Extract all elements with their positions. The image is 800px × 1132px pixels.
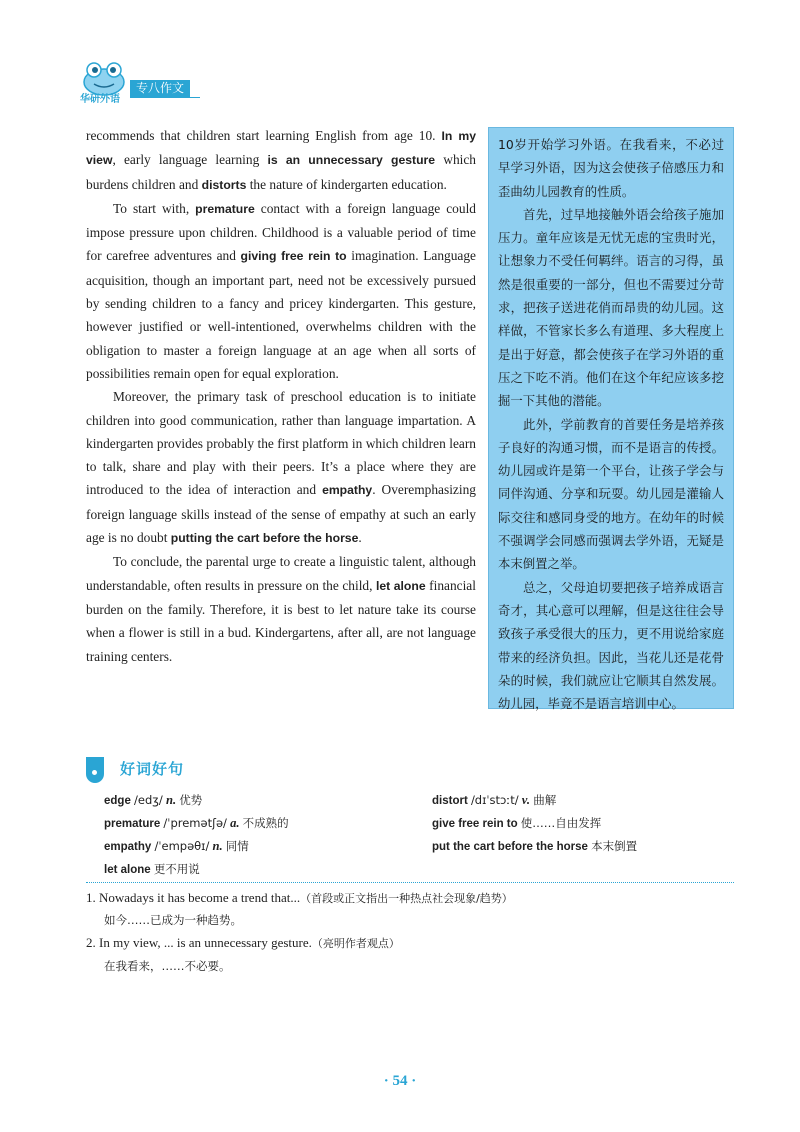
vocab-meaning: 本末倒置 — [591, 839, 638, 853]
section-tag: 专八作文 — [130, 80, 190, 97]
vocab-word: edge — [104, 795, 131, 807]
key-phrase: putting the cart before the horse — [170, 531, 359, 546]
vocab-meaning: 使……自由发挥 — [520, 816, 602, 830]
vocab-ipa: /ˈempəθɪ/ — [154, 839, 210, 853]
sentence-pattern-1 — [86, 890, 513, 906]
essay-paragraph-1 — [86, 124, 476, 197]
dotted-divider — [86, 882, 734, 883]
sentence-pattern-2 — [86, 935, 400, 951]
essay-text-run: . Overemphasizing foreign language skills instead of the sense of empathy at such an early age is no doubt — [86, 482, 476, 546]
vocab-meaning: 曲解 — [533, 793, 557, 807]
vocab-word: give free rein to — [432, 818, 518, 830]
translation-paragraph-4: 总之，父母迫切要把孩子培养成语言奇才，其心意可以理解，但是这往往会导致孩子承受很大的压力，更不用说给家庭带来的经济负担。因此，当花儿还是花骨朵的时候，我们就应让它顺其自然发展。幼儿园，毕竟不是语言培训中心。 — [498, 579, 724, 712]
sentence-cn-1: 如今……已成为一种趋势。 — [104, 913, 242, 927]
vocab-pos: a. — [230, 816, 240, 830]
essay-paragraph-2 — [86, 197, 476, 385]
vocab-word: let alone — [104, 864, 151, 876]
vocab-meaning: 不成熟的 — [242, 816, 289, 830]
key-phrase: let alone — [375, 578, 426, 593]
essay-paragraph-3 — [86, 385, 476, 550]
section-marker-dot — [92, 770, 97, 775]
vocab-item — [432, 815, 601, 831]
essay-text-run: . — [358, 530, 362, 546]
header-divider — [130, 97, 200, 98]
translation-paragraph-2: 首先，过早地接触外语会给孩子施加压力。童年应该是无忧无虑的宝贵时光，让想象力不受任何羁绊。语言的习得，虽然是很重要的一部分，但也不需要过分苛求，把孩子送进花俏而昂贵的幼儿园。这样做，不管家长多么有道理、多大程度上是出于好意，都会使孩子在学习外语的重压之下吃不消。他们在这个年纪应该多挖掘一下其他的潜能。 — [498, 206, 724, 409]
vocab-word: empathy — [104, 841, 152, 853]
essay-text-run: , early language learning — [112, 152, 268, 168]
essay-text-run: To start with, — [113, 200, 196, 216]
sentence-note: （首段或正文指出一种热点社会现象/趋势） — [300, 892, 513, 905]
vocab-item — [432, 838, 637, 854]
essay-paragraph-4 — [86, 550, 476, 667]
essay-text-run: which burdens children and — [86, 152, 477, 192]
essay-text-run: Moreover, the primary task of preschool education is to initiate children into good communication, rather than language impartation. A kindergarten provides probably the first platform in which children learn to talk, share and play with their peers. It’s a place where they are introduced to the idea of interaction and — [86, 389, 476, 498]
vocab-item — [104, 792, 202, 808]
vocab-meaning: 优势 — [179, 793, 203, 807]
vocab-item — [104, 861, 200, 877]
vocab-word: distort — [432, 795, 468, 807]
vocab-ipa: /dɪˈstɔːt/ — [470, 793, 519, 807]
vocab-item — [104, 815, 289, 831]
vocab-pos: n. — [212, 839, 223, 853]
vocab-item — [432, 792, 556, 808]
key-phrase: premature — [195, 201, 255, 216]
vocab-word: premature — [104, 818, 161, 830]
vocab-ipa: /edʒ/ — [134, 793, 163, 807]
vocab-meaning: 同情 — [225, 839, 249, 853]
essay-text — [86, 124, 476, 668]
brand-name: 华研外语 — [80, 94, 120, 105]
vocab-section-title: 好词好句 — [120, 760, 185, 778]
essay-text-run: imagination. Language acquisition, though an important part, need not be excessively pursued by sending children to a fancy and pricey kindergarten. This gesture, however justified or well-intentioned, overwhelms children with the obligation to master a foreign language at an age when all sorts of possibilities remain open for equal exploration. — [86, 248, 476, 381]
essay-text-run: To conclude, the parental urge to create a linguistic talent, although understandable, often results in pressure on the child, — [86, 554, 476, 593]
sentence-cn-2: 在我看来，……不必要。 — [104, 959, 231, 973]
translation-box — [488, 127, 734, 712]
essay-text-run: financial burden on the family. Therefore, it is best to let nature take its course when a flower is still in a bud. Kindergartens, after all, are not language training centers. — [86, 577, 476, 664]
key-phrase: In my view — [86, 129, 476, 168]
vocab-meaning: 更不用说 — [153, 862, 200, 876]
vocab-item — [104, 838, 249, 854]
vocab-word: put the cart before the horse — [432, 841, 588, 853]
translation-paragraph-1: 10岁开始学习外语。在我看来，不必过早学习外语，因为这会使孩子倍感压力和歪曲幼儿园教育的性质。 — [498, 137, 724, 199]
essay-text-run: recommends that children start learning English from age 10. — [86, 128, 442, 143]
essay-text-run: contact with a foreign language could impose pressure upon children. Childhood is a valuable period of time for carefree adventures and — [86, 200, 476, 264]
sentence-en: 1. Nowadays it has become a trend that... — [86, 890, 301, 905]
essay-text-run: the nature of kindergarten education. — [246, 176, 447, 192]
sentence-en: 2. In my view, ... is an unnecessary gesture. — [86, 935, 312, 950]
vocab-pos: n. — [165, 793, 177, 807]
page-number: · 54 · — [383, 1073, 417, 1089]
key-phrase: distorts — [201, 177, 247, 192]
key-phrase: empathy — [322, 483, 373, 498]
key-phrase: giving free rein to — [240, 249, 347, 264]
sentence-note: （亮明作者观点） — [311, 937, 400, 950]
vocab-ipa: /ˈpremətʃə/ — [163, 816, 227, 830]
key-phrase: is an unnecessary gesture — [267, 153, 436, 168]
translation-paragraph-3: 此外，学前教育的首要任务是培养孩子良好的沟通习惯，而不是语言的传授。幼儿园或许是第一个平台，让孩子学会与同伴沟通、分享和玩耍。幼儿园是灌输人际交往和感同身受的地方。在幼年的时候不强调学会同感而强调去学外语，无疑是本末倒置之举。 — [498, 416, 724, 572]
vocab-pos: v. — [521, 793, 531, 807]
